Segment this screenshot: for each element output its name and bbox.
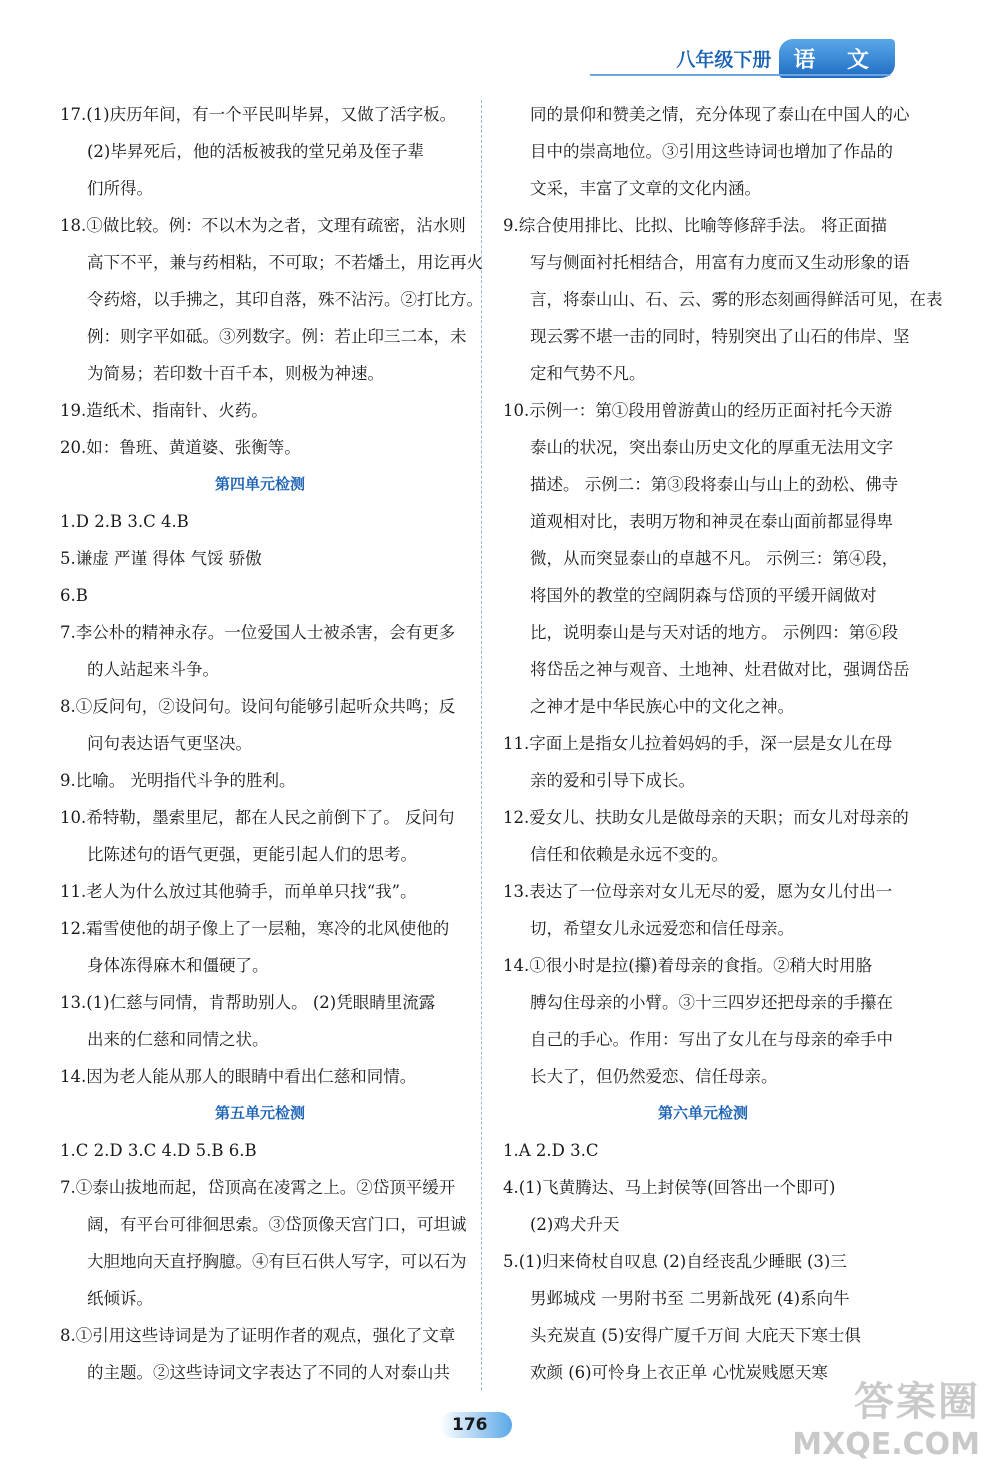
answer-line: 的主题。②这些诗词文字表达了不同的人对泰山共 — [87, 1363, 450, 1382]
section-heading: 第六单元检测 — [657, 1104, 748, 1122]
answer-line: 10.希特勒，墨索里尼，都在人民之前倒下了。 反问句 — [60, 808, 455, 827]
answer-line: 14.①很小时是拉(攥)着母亲的食指。②稍大时用胳 — [503, 956, 873, 975]
answer-line: 18.①做比较。例：不以木为之者，文理有疏密，沾水则 — [60, 216, 466, 235]
answer-line: 微，从而突显泰山的卓越不凡。 示例三：第④段， — [530, 549, 899, 568]
answer-line: 8.①引用这些诗词是为了证明作者的观点，强化了文章 — [60, 1326, 456, 1345]
watermark — [792, 1370, 980, 1462]
page-header — [676, 38, 895, 78]
answer-line: 定和气势不凡。 — [530, 364, 646, 383]
answer-line: 1.C 2.D 3.C 4.D 5.B 6.B — [60, 1141, 257, 1160]
answer-line: 13.(1)仁慈与同情，肯帮助别人。 (2)凭眼睛里流露 — [60, 993, 436, 1012]
answer-line: 同的景仰和赞美之情，充分体现了泰山在中国人的心 — [530, 105, 910, 124]
answer-line: 9.综合使用排比、比拟、比喻等修辞手法。 将正面描 — [503, 216, 887, 235]
answer-line: 道观相对比，表明万物和神灵在泰山面前都显得卑 — [530, 512, 893, 531]
answer-line: 言，将泰山山、石、云、雾的形态刻画得鲜活可见，在表 — [530, 290, 943, 309]
answer-line: 6.B — [60, 586, 88, 605]
grade-label: 八年级下册 — [676, 48, 772, 71]
answer-line: 10.示例一：第①段用曾游黄山的经历正面衬托今天游 — [503, 401, 893, 420]
answer-line: 11.字面上是指女儿拉着妈妈的手，深一层是女儿在母 — [503, 734, 893, 753]
answer-line: 令药熔，以手拂之，其印自落，殊不沾污。②打比方。 — [87, 290, 483, 309]
answer-line: 4.(1)飞黄腾达、马上封侯等(回答出一个即可) — [503, 1178, 836, 1197]
answer-line: 为简易；若印数十百千本，则极为神速。 — [87, 364, 384, 383]
answer-line: 亲的爱和引导下成长。 — [530, 771, 695, 790]
header-rule — [590, 74, 890, 76]
answer-line: 阔，有平台可徘徊思索。③岱顶像天宫门口，可坦诚 — [87, 1215, 467, 1234]
answer-line: 5.(1)归来倚杖自叹息 (2)自经丧乱少睡眠 (3)三 — [503, 1252, 847, 1271]
answer-line: 出来的仁慈和同情之状。 — [87, 1030, 269, 1049]
section-heading: 第五单元检测 — [214, 1104, 305, 1122]
answer-line: 11.老人为什么放过其他骑手，而单单只找“我”。 — [60, 882, 417, 901]
answer-line: 7.李公朴的精神永存。一位爱国人士被杀害，会有更多 — [60, 623, 456, 642]
answer-line: 13.表达了一位母亲对女儿无尽的爱，愿为女儿付出一 — [503, 882, 893, 901]
answer-line: 14.因为老人能从那人的眼睛中看出仁慈和同情。 — [60, 1067, 417, 1086]
answer-line: 欢颜 (6)可怜身上衣正单 心忧炭贱愿天寒 — [530, 1363, 828, 1382]
answer-line: 5.谦虚 严谨 得体 气馁 骄傲 — [60, 549, 262, 568]
answer-line: 的人站起来斗争。 — [87, 660, 219, 679]
answer-line: 写与侧面衬托相结合，用富有力度而又生动形象的语 — [530, 253, 910, 272]
answer-line: (2)鸡犬升天 — [530, 1215, 620, 1234]
right-column — [503, 96, 943, 1391]
answer-line: 切，希望女儿永远爱恋和信任母亲。 — [530, 919, 794, 938]
answer-line: 12.爱女儿、扶助女儿是做母亲的天职；而女儿对母亲的 — [503, 808, 909, 827]
answer-line: 比，说明泰山是与天对话的地方。 示例四：第⑥段 — [530, 623, 899, 642]
answer-line: 20.如：鲁班、黄道婆、张衡等。 — [60, 438, 301, 457]
answer-line: 们所得。 — [87, 179, 153, 198]
answer-line: 长大了，但仍然爱恋、信任母亲。 — [530, 1067, 778, 1086]
answer-line: 头充炭直 (5)安得广厦千万间 大庇天下寒士俱 — [530, 1326, 861, 1345]
watermark-logo-text: 答案圈 — [854, 1379, 980, 1425]
answer-line: 9.比喻。 光明指代斗争的胜利。 — [60, 771, 296, 790]
answer-line: 纸倾诉。 — [87, 1289, 153, 1308]
answer-line: 12.霜雪使他的胡子像上了一层釉，寒冷的北风使他的 — [60, 919, 450, 938]
answer-line: 大胆地向天直抒胸臆。④有巨石供人写字，可以石为 — [87, 1252, 467, 1271]
answer-line: 问句表达语气更坚决。 — [87, 734, 252, 753]
answer-line: 19.造纸术、指南针、火药。 — [60, 401, 268, 420]
answer-line: 男邺城戍 一男附书至 二男新战死 (4)系向牛 — [530, 1289, 850, 1308]
answer-line: 1.A 2.D 3.C — [503, 1141, 599, 1160]
answer-line: 信任和依赖是永远不变的。 — [530, 845, 728, 864]
answer-line: (2)毕昇死后，他的活板被我的堂兄弟及侄子辈 — [87, 142, 424, 161]
answer-line: 17.(1)庆历年间，有一个平民叫毕昇，又做了活字板。 — [60, 105, 457, 124]
answer-line: 膊勾住母亲的小臂。③十三四岁还把母亲的手攥在 — [530, 993, 893, 1012]
answer-line: 之神才是中华民族心中的文化之神。 — [530, 697, 794, 716]
section-heading: 第四单元检测 — [214, 475, 305, 493]
left-column — [60, 96, 483, 1391]
answer-line: 将岱岳之神与观音、土地神、灶君做对比，强调岱岳 — [530, 660, 910, 679]
answer-line: 泰山的状况，突出泰山历史文化的厚重无法用文字 — [530, 438, 893, 457]
answer-line: 例：则字平如砥。③列数字。例：若止印三二本，未 — [87, 327, 467, 346]
answer-line: 目中的崇高地位。③引用这些诗词也增加了作品的 — [530, 142, 893, 161]
answer-line: 将国外的教堂的空阔阴森与岱顶的平缓开阔做对 — [530, 586, 877, 605]
subject-badge: 语 文 — [779, 39, 895, 78]
answer-line: 身体冻得麻木和僵硬了。 — [87, 956, 269, 975]
answer-line: 8.①反问句，②设问句。设问句能够引起听众共鸣；反 — [60, 697, 456, 716]
answer-line: 高下不平，兼与药相粘，不可取；不若燔土，用讫再火 — [87, 253, 483, 272]
answer-line: 描述。 示例二：第③段将泰山与山上的劲松、佛寺 — [530, 475, 899, 494]
answer-line: 现云雾不堪一击的同时，特别突出了山石的伟岸、坚 — [530, 327, 910, 346]
answer-line: 1.D 2.B 3.C 4.B — [60, 512, 189, 531]
answer-line: 自己的手心。作用：写出了女儿在与母亲的牵手中 — [530, 1030, 893, 1049]
page-number: 176 — [440, 1412, 512, 1438]
column-divider — [481, 100, 482, 1390]
answer-line: 7.①泰山拔地而起，岱顶高在凌霄之上。②岱顶平缓开 — [60, 1178, 456, 1197]
watermark-url: MXQE.COM — [792, 1427, 980, 1462]
answer-line: 比陈述句的语气更强，更能引起人们的思考。 — [87, 845, 417, 864]
answer-line: 文采，丰富了文章的文化内涵。 — [530, 179, 761, 198]
